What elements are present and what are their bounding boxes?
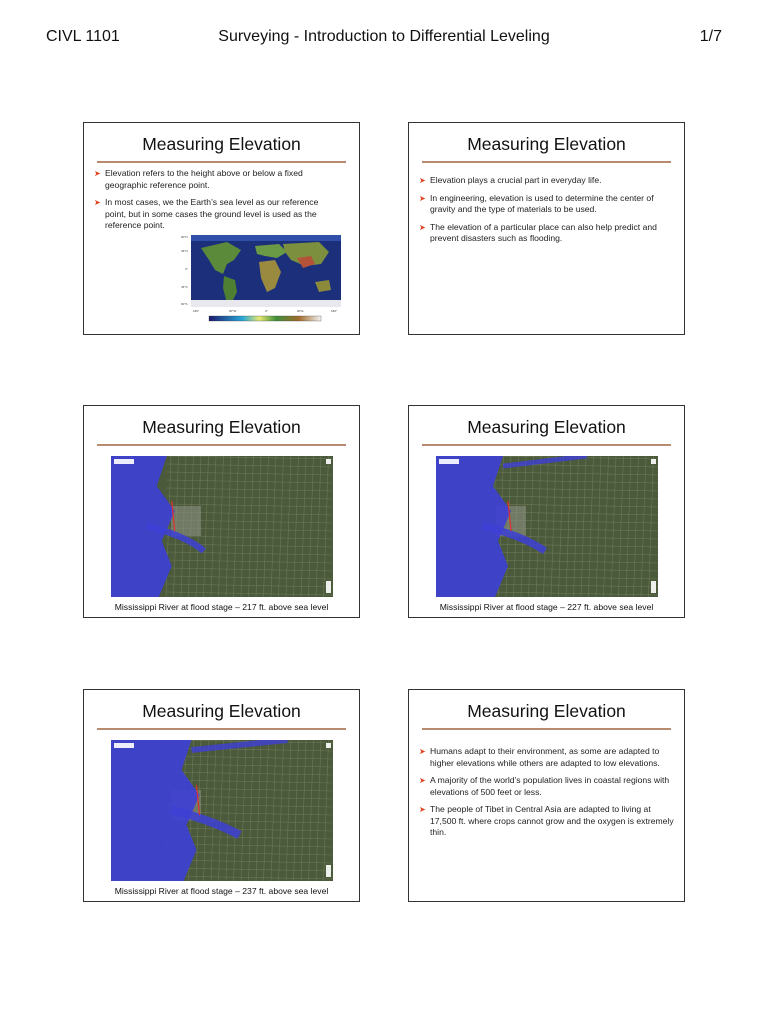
course-code: CIVL 1101 [46, 28, 120, 45]
slide-title: Measuring Elevation [142, 134, 301, 154]
slide-2 [408, 122, 685, 335]
title-divider [97, 161, 346, 163]
svg-text:90°W: 90°W [229, 309, 237, 313]
slide-title: Measuring Elevation [467, 701, 626, 721]
svg-text:45°N: 45°N [181, 249, 188, 253]
bullet-item: ➤ A majority of the world’s population lives in coastal regions with elevations of 500 feet or less. [419, 775, 670, 797]
svg-text:180°: 180° [331, 309, 338, 313]
slide-caption: Mississippi River at flood stage – 227 ft. above sea level [439, 602, 654, 612]
arrow-bullet-icon: ➤ [419, 193, 426, 203]
slide-6 [408, 689, 685, 902]
svg-text:0°: 0° [185, 267, 188, 271]
slide-3 [83, 405, 360, 618]
svg-text:45°S: 45°S [181, 285, 188, 289]
slide-title: Measuring Elevation [142, 701, 301, 721]
bullet-item: ➤ Elevation refers to the height above or below a fixed geographic reference point. [94, 168, 303, 190]
flood-map-image [111, 456, 333, 597]
title-divider [422, 161, 671, 163]
svg-text:180°: 180° [193, 309, 200, 313]
bullet-list [419, 175, 674, 251]
title-divider [97, 444, 346, 446]
slide-title: Measuring Elevation [142, 417, 301, 437]
title-divider [97, 728, 346, 730]
bullet-list [94, 168, 341, 238]
bullet-list [419, 746, 674, 845]
flood-map-image [111, 740, 333, 881]
slide-caption: Mississippi River at flood stage – 217 ft. above sea level [114, 602, 329, 612]
bullet-item: ➤ In engineering, elevation is used to determine the center of gravity and the type of materials to be used. [419, 192, 654, 214]
bullet-item: ➤ The people of Tibet in Central Asia are adapted to living at 17,500 ft. where crops cannot grow and the oxygen is extremely thin. [419, 804, 674, 837]
slide-5 [83, 689, 360, 902]
bullet-item: ➤ Humans adapt to their environment, as some are adapted to higher elevations while others are adapted to low elevations. [419, 746, 660, 768]
svg-text:90°N: 90°N [181, 235, 188, 239]
arrow-bullet-icon: ➤ [419, 805, 426, 814]
world-elevation-map [179, 230, 349, 330]
svg-text:90°E: 90°E [297, 309, 304, 313]
bullet-item: ➤ In most cases, we the Earth’s sea level as our reference point, but in some cases the ground level is used as the reference point. [94, 197, 319, 230]
svg-text:0°: 0° [265, 309, 268, 313]
arrow-bullet-icon: ➤ [419, 176, 426, 185]
svg-text:90°S: 90°S [181, 302, 188, 306]
document-title: Surveying - Introduction to Differential Leveling [218, 28, 550, 45]
slide-title: Measuring Elevation [467, 417, 626, 437]
title-divider [422, 444, 671, 446]
slide-title: Measuring Elevation [467, 134, 626, 154]
flood-map-image [436, 456, 658, 597]
bullet-item: ➤ The elevation of a particular place can also help predict and prevent disasters such as flooding. [419, 221, 657, 243]
slide-4 [408, 405, 685, 618]
arrow-bullet-icon: ➤ [419, 222, 426, 232]
bullet-item: ➤ Elevation plays a crucial part in everyday life. [419, 175, 602, 185]
slide-caption: Mississippi River at flood stage – 237 ft. above sea level [114, 886, 329, 896]
arrow-bullet-icon: ➤ [94, 198, 101, 207]
arrow-bullet-icon: ➤ [419, 747, 426, 756]
title-divider [422, 728, 671, 730]
arrow-bullet-icon: ➤ [94, 169, 101, 178]
slide-1 [83, 122, 360, 335]
arrow-bullet-icon: ➤ [419, 776, 426, 785]
page-number: 1/7 [699, 28, 722, 45]
